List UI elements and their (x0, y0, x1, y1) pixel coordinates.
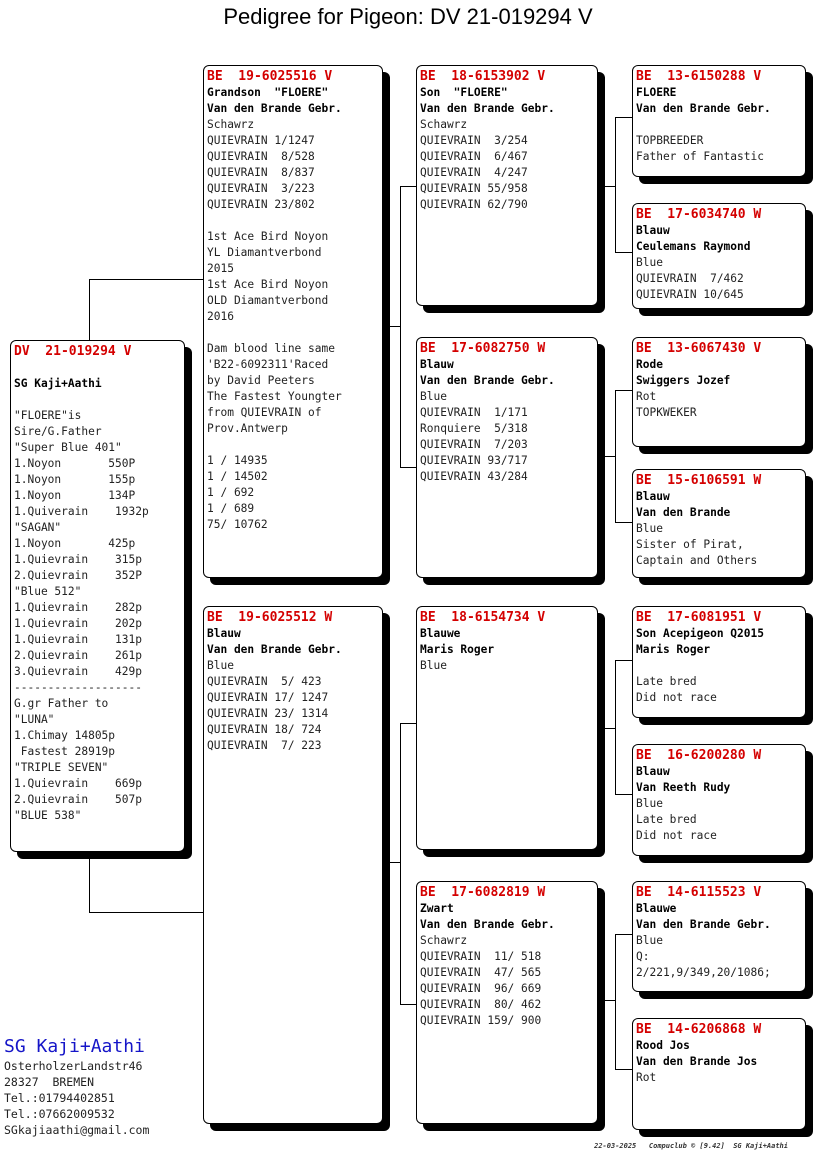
ring-number: BE 19-6025516 V (207, 69, 333, 84)
pedigree-line: Did not race (636, 691, 717, 704)
pedigree-line: QUIEVRAIN 96/ 669 (420, 982, 542, 995)
ring-number: BE 18-6153902 V (420, 69, 546, 84)
pedigree-box-sire (203, 65, 383, 578)
pedigree-line: Sister of Pirat, (636, 538, 744, 551)
pedigree-line: QUIEVRAIN 159/ 900 (420, 1014, 542, 1027)
pedigree-line: Blue (636, 797, 663, 810)
connector (615, 660, 633, 661)
pedigree-line (207, 213, 379, 229)
pedigree-line: by David Peeters (207, 374, 315, 387)
ring-number: BE 18-6154734 V (420, 610, 546, 625)
pedigree-line: Did not race (636, 829, 717, 842)
connector (400, 186, 401, 468)
pedigree-line: QUIEVRAIN 8/837 (207, 166, 315, 179)
pedigree-line: Ceulemans Raymond (636, 240, 751, 253)
pedigree-line: 1.Quievrain 315p (14, 553, 142, 566)
ring-number: BE 13-6067430 V (636, 341, 762, 356)
owner-line: 28327 BREMEN (4, 1075, 95, 1089)
pedigree-line: Blauw (207, 627, 241, 640)
pedigree-box-sire-dam-sire (632, 337, 806, 447)
pedigree-line: QUIEVRAIN 18/ 724 (207, 723, 322, 736)
ring-number: BE 15-6106591 W (636, 473, 762, 488)
pedigree-line: QUIEVRAIN 80/ 462 (420, 998, 542, 1011)
pedigree-line: QUIEVRAIN 23/ 1314 (207, 707, 329, 720)
connector (597, 186, 615, 187)
pedigree-line: 2/221,9/349,20/1086; (636, 966, 771, 979)
pedigree-box-sire-sire (416, 65, 598, 306)
pedigree-line: 1.Quievrain 202p (14, 617, 142, 630)
pedigree-line: SG Kaji+Aathi (14, 377, 102, 390)
pedigree-line: Ronquiere 5/318 (420, 422, 528, 435)
pedigree-line: 'B22-6092311'Raced (207, 358, 329, 371)
pedigree-line: 75/ 10762 (207, 518, 268, 531)
connector (597, 728, 615, 729)
pedigree-line: Van den Brande Gebr. (207, 643, 342, 656)
connector (89, 852, 90, 912)
connector (615, 794, 633, 795)
pedigree-line: 1.Chimay 14805p (14, 729, 116, 742)
pedigree-line: "SAGAN" (14, 521, 62, 534)
pedigree-box-sire-sire-dam (632, 203, 806, 309)
pedigree-box-sire-dam-dam (632, 469, 806, 578)
ring-number: BE 17-6082819 W (420, 885, 546, 900)
pedigree-line: Van den Brande Gebr. (207, 102, 342, 115)
pedigree-line: Swiggers Jozef (636, 374, 731, 387)
pedigree-line: The Fastest Youngter (207, 390, 342, 403)
pedigree-line: QUIEVRAIN 1/171 (420, 406, 528, 419)
pedigree-line: Blue (207, 659, 234, 672)
pedigree-line: QUIEVRAIN 62/790 (420, 198, 528, 211)
pedigree-line: 1st Ace Bird Noyon (207, 230, 329, 243)
pedigree-line: Schawrz (207, 118, 255, 131)
pedigree-line: Blue (636, 522, 663, 535)
pedigree-line: Van Reeth Rudy (636, 781, 731, 794)
pedigree-line: 1 / 14502 (207, 470, 268, 483)
pedigree-line: Rood Jos (636, 1039, 690, 1052)
pedigree-line: FLOERE (636, 86, 677, 99)
pedigree-line: 2016 (207, 310, 234, 323)
connector (89, 279, 90, 341)
pedigree-box-sire-dam (416, 337, 598, 578)
pedigree-line: "LUNA" (14, 713, 55, 726)
ring-number: BE 16-6200280 W (636, 748, 762, 763)
pedigree-line: QUIEVRAIN 3/223 (207, 182, 315, 195)
owner-line: Tel.:07662009532 (4, 1107, 115, 1121)
pedigree-line: Blue (636, 934, 663, 947)
pedigree-line (207, 325, 379, 341)
pedigree-line: 1.Quievrain 282p (14, 601, 142, 614)
owner-name: SG Kaji+Aathi (4, 1036, 145, 1057)
ring-number: BE 19-6025512 W (207, 610, 333, 625)
connector (615, 660, 616, 795)
pedigree-line: Dam blood line same (207, 342, 335, 355)
pedigree-line: 1.Quiverain 1932p (14, 505, 149, 518)
pedigree-line: QUIEVRAIN 7/ 223 (207, 739, 322, 752)
pedigree-line: "Blue 512" (14, 585, 82, 598)
pedigree-line: QUIEVRAIN 47/ 565 (420, 966, 542, 979)
pedigree-box-dam-dam-sire (632, 881, 806, 992)
page-title: Pedigree for Pigeon: DV 21-019294 V (223, 4, 593, 29)
pedigree-line: QUIEVRAIN 6/467 (420, 150, 528, 163)
connector (597, 1000, 615, 1001)
pedigree-line: Schawrz (420, 934, 468, 947)
connector (615, 117, 616, 253)
connector (400, 723, 417, 724)
pedigree-line: 2.Quievrain 352P (14, 569, 142, 582)
pedigree-line: Blue (420, 659, 447, 672)
pedigree-line: TOPKWEKER (636, 406, 697, 419)
pedigree-line: "BLUE 538" (14, 809, 82, 822)
pedigree-line: 1.Noyon 425p (14, 537, 136, 550)
connector (615, 117, 633, 118)
pedigree-line (636, 117, 802, 133)
pedigree-line: 1 / 689 (207, 502, 255, 515)
pedigree-line: Zwart (420, 902, 454, 915)
pedigree-box-dam (203, 606, 383, 1124)
connector (382, 862, 400, 863)
ring-number: BE 17-6034740 W (636, 207, 762, 222)
pedigree-line: QUIEVRAIN 4/247 (420, 166, 528, 179)
pedigree-line: Son Acepigeon Q2015 (636, 627, 764, 640)
pedigree-line: QUIEVRAIN 55/958 (420, 182, 528, 195)
ring-number: BE 17-6082750 W (420, 341, 546, 356)
pedigree-box-dam-dam-dam (632, 1018, 806, 1130)
ring-number: BE 17-6081951 V (636, 610, 762, 625)
pedigree-line: 1.Noyon 134P (14, 489, 136, 502)
pedigree-line: QUIEVRAIN 1/1247 (207, 134, 315, 147)
pedigree-line: 2.Quievrain 261p (14, 649, 142, 662)
pedigree-line: Sire/G.Father (14, 425, 102, 438)
pedigree-line (14, 360, 181, 376)
pedigree-line: Blue (636, 256, 663, 269)
pedigree-line: Maris Roger (636, 643, 711, 656)
ring-number: BE 14-6115523 V (636, 885, 762, 900)
pedigree-box-dam-sire-sire (632, 606, 806, 718)
pedigree-line: Rot (636, 1071, 657, 1084)
owner-block (4, 1036, 149, 1138)
pedigree-line: Van den Brande Gebr. (420, 918, 555, 931)
owner-line: OsterholzerLandstr46 (4, 1059, 143, 1073)
pedigree-line: 1.Noyon 550P (14, 457, 136, 470)
pedigree-line: Son "FLOERE" (420, 86, 508, 99)
pedigree-line: Grandson "FLOERE" (207, 86, 329, 99)
pedigree-line: Blauwe (420, 627, 461, 640)
pedigree-line: QUIEVRAIN 93/717 (420, 454, 528, 467)
pedigree-line: Van den Brande Gebr. (420, 374, 555, 387)
pedigree-line: Rot (636, 390, 657, 403)
pedigree-line: Van den Brande Gebr. (636, 102, 771, 115)
pedigree-line: Blauw (420, 358, 454, 371)
pedigree-line: QUIEVRAIN 7/462 (636, 272, 744, 285)
connector (615, 252, 633, 253)
owner-line: SGkajiaathi@gmail.com (4, 1123, 150, 1137)
pedigree-line: Van den Brande (636, 506, 731, 519)
pedigree-line: Captain and Others (636, 554, 758, 567)
pedigree-line: Late bred (636, 813, 697, 826)
pedigree-line: Blauwe (636, 902, 677, 915)
pedigree-box-dam-dam (416, 881, 598, 1124)
pedigree-line: Late bred (636, 675, 697, 688)
pedigree-line: 1.Noyon 155p (14, 473, 136, 486)
pedigree-line: Van den Brande Jos (636, 1055, 758, 1068)
ring-number: BE 13-6150288 V (636, 69, 762, 84)
pedigree-line: QUIEVRAIN 8/528 (207, 150, 315, 163)
connector (615, 1069, 633, 1070)
pedigree-line: QUIEVRAIN 10/645 (636, 288, 744, 301)
connector (89, 279, 204, 280)
ring-number: BE 14-6206868 W (636, 1022, 762, 1037)
pedigree-box-sire-sire-sire (632, 65, 806, 177)
pedigree-line: ------------------- (14, 681, 142, 694)
pedigree-line: 1 / 14935 (207, 454, 268, 467)
pedigree-line: OLD Diamantverbond (207, 294, 329, 307)
connector (615, 934, 633, 935)
pedigree-line: Rode (636, 358, 663, 371)
pedigree-line: "FLOERE"is (14, 409, 82, 422)
pedigree-line (14, 392, 181, 408)
connector (400, 186, 417, 187)
pedigree-line (207, 437, 379, 453)
pedigree-line: QUIEVRAIN 3/254 (420, 134, 528, 147)
connector (400, 467, 417, 468)
pedigree-line: QUIEVRAIN 17/ 1247 (207, 691, 329, 704)
pedigree-line: 1st Ace Bird Noyon (207, 278, 329, 291)
pedigree-line: QUIEVRAIN 43/284 (420, 470, 528, 483)
pedigree-line: 2.Quievrain 507p (14, 793, 142, 806)
pedigree-line: 1.Quievrain 131p (14, 633, 142, 646)
pedigree-line: QUIEVRAIN 7/203 (420, 438, 528, 451)
pedigree-line: Blauw (636, 224, 670, 237)
pedigree-line: QUIEVRAIN 23/802 (207, 198, 315, 211)
connector (615, 390, 633, 391)
pedigree-line: Blauw (636, 490, 670, 503)
pedigree-line: G.gr Father to (14, 697, 109, 710)
pedigree-line: Blauw (636, 765, 670, 778)
pedigree-box-subject (10, 340, 185, 852)
connector (400, 1004, 417, 1005)
pedigree-line (636, 658, 802, 674)
connector (89, 912, 204, 913)
pedigree-line: from QUIEVRAIN of (207, 406, 322, 419)
pedigree-line: Van den Brande Gebr. (636, 918, 771, 931)
pedigree-line: 1 / 692 (207, 486, 255, 499)
pedigree-line: Blue (420, 390, 447, 403)
pedigree-line: Schawrz (420, 118, 468, 131)
ring-number: DV 21-019294 V (14, 344, 132, 359)
pedigree-line: Father of Fantastic (636, 150, 764, 163)
pedigree-line: 3.Quievrain 429p (14, 665, 142, 678)
pedigree-line: YL Diamantverbond (207, 246, 322, 259)
pedigree-line: Q: (636, 950, 650, 963)
pedigree-line: QUIEVRAIN 11/ 518 (420, 950, 542, 963)
connector (382, 326, 400, 327)
owner-line: Tel.:01794402851 (4, 1091, 115, 1105)
pedigree-line: "Super Blue 401" (14, 441, 122, 454)
pedigree-line: Van den Brande Gebr. (420, 102, 555, 115)
pedigree-line: 1.Quievrain 669p (14, 777, 142, 790)
pedigree-box-dam-sire (416, 606, 598, 850)
footer: 22-03-2025 Compuclub © [9.42] SG Kaji+Aathi (594, 1142, 788, 1150)
pedigree-line: QUIEVRAIN 5/ 423 (207, 675, 322, 688)
pedigree-line: Fastest 28919p (14, 745, 116, 758)
connector (615, 390, 616, 523)
pedigree-line: Maris Roger (420, 643, 495, 656)
connector (400, 723, 401, 1005)
pedigree-box-dam-sire-dam (632, 744, 806, 856)
connector (615, 522, 633, 523)
pedigree-line: 2015 (207, 262, 234, 275)
pedigree-line: "TRIPLE SEVEN" (14, 761, 109, 774)
connector (597, 456, 615, 457)
pedigree-line: Prov.Antwerp (207, 422, 288, 435)
connector (615, 934, 616, 1070)
pedigree-line: TOPBREEDER (636, 134, 704, 147)
